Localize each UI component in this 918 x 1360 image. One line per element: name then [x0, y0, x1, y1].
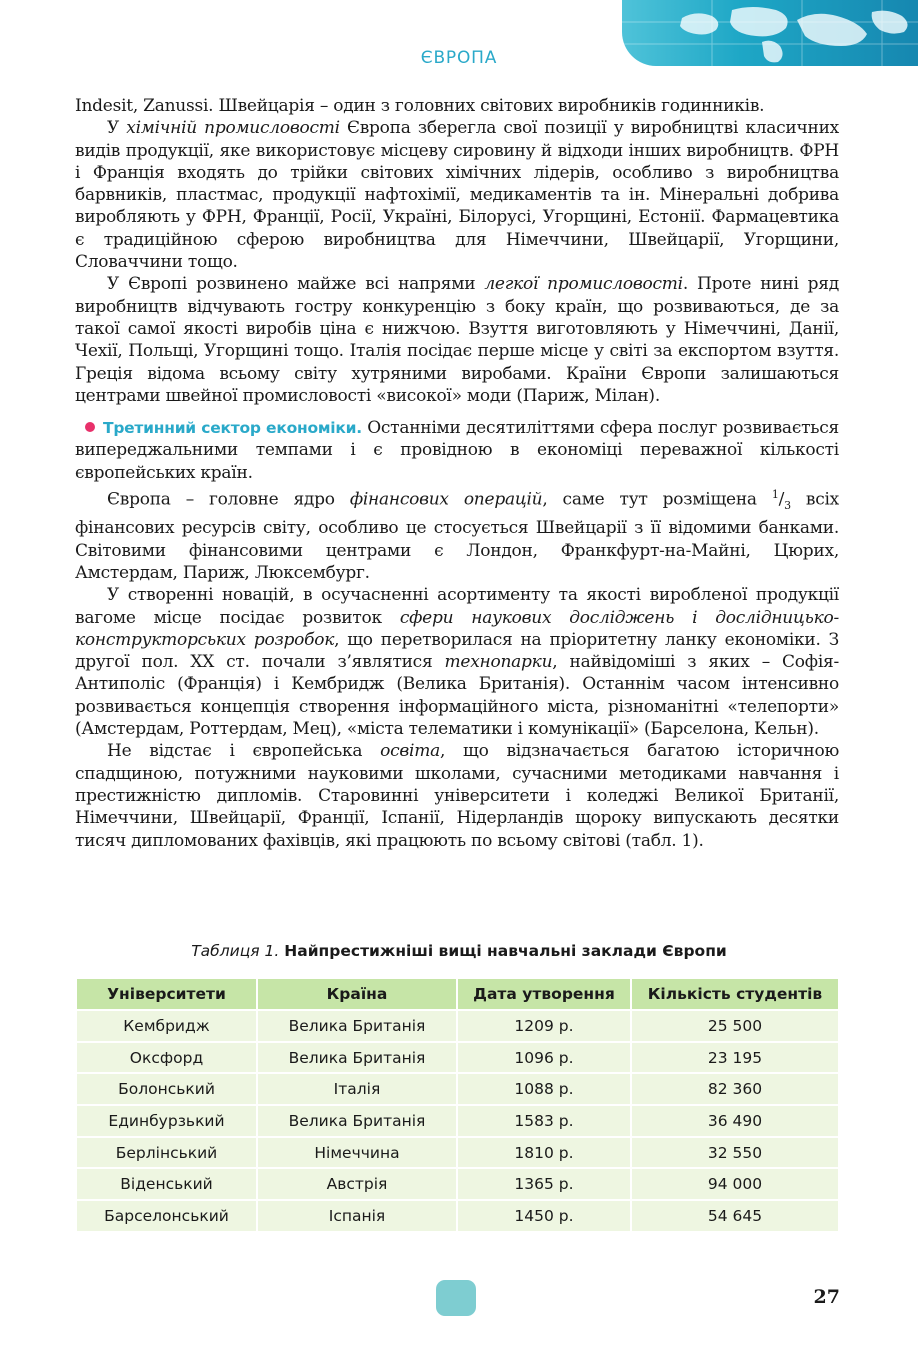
table-cell: 1583 р. — [457, 1105, 631, 1137]
text-run: Не відстає і європейська — [107, 741, 381, 762]
table-cell: 1810 р. — [457, 1137, 631, 1169]
emphasis-term: хімічній промисловості — [126, 118, 340, 139]
table-cell: Кембридж — [76, 1010, 257, 1042]
table-row — [76, 1137, 839, 1169]
table-cell: 1096 р. — [457, 1042, 631, 1074]
text-run: , найвідоміші з яких – Софія-Антиполіс (Франція) і Кембридж (Велика Британія). Останнім часом інтенсивно розвивається концепція створення інформаційного міста, різноманітні «телепорти» (Амстердам, Роттердам, Мец), «міста телематики і комунікації» (Барселона, Кельн). — [75, 652, 840, 740]
paragraph-1: Indesit, Zanussi. Швейцарія – один з головних світових виробників годинників. — [75, 96, 765, 116]
table-cell: 1450 р. — [457, 1200, 631, 1232]
table-cell: 82 360 — [631, 1073, 839, 1105]
caption-title: Найпрестижніші вищі навчальні заклади Європи — [284, 942, 727, 960]
table-cell: Австрія — [257, 1168, 457, 1200]
table-row — [76, 1168, 839, 1200]
table-cell: Італія — [257, 1073, 457, 1105]
table-cell: 36 490 — [631, 1105, 839, 1137]
page-number: 27 — [813, 1286, 840, 1308]
table-cell: 32 550 — [631, 1137, 839, 1169]
section-heading: Третинний сектор економіки. — [103, 419, 362, 438]
paragraph-chemical-industry — [75, 117, 839, 273]
text-run: Європа – головне ядро — [107, 489, 350, 510]
text-run: . Проте нині ряд виробництв відчувають гостру конкуренцію з боку країн, що розвиваються, де за такої самої якості виробів ціна є нижчою. Взуття виготовляють у Німеччині, Данії, Чехії, Польщі, Угорщині тощо. Італія посідає перше місце у світі за експортом взуття. Греція відома всьому світу хутряними виробами. Країни Європи залишаються центрами швейної промисловості «високої» моди (Париж, Мілан). — [75, 274, 839, 406]
column-header: Університети — [76, 978, 257, 1010]
column-header: Дата утворення — [457, 978, 631, 1010]
table-cell: 1209 р. — [457, 1010, 631, 1042]
table-cell: Барселонський — [76, 1200, 257, 1232]
table-cell: Віденський — [76, 1168, 257, 1200]
emphasis-term: сфери наукових досліджень і дослідницько-конструкторських розробок — [75, 607, 839, 650]
text-run: , що перетворилася на пріоритетну ланку економіки. З другої пол. XX ст. почали з’являтися — [75, 629, 839, 673]
table-row — [76, 1200, 839, 1232]
paragraph-research — [75, 584, 839, 740]
body-text — [75, 95, 839, 852]
table-row — [76, 1042, 839, 1074]
universities-table — [75, 977, 840, 1233]
text-run: , саме тут розміщена — [542, 489, 772, 510]
text-run: У створенні новацій, в осучасненні асортименту та якості виробленої продукції вагоме місце посідає розвиток — [75, 585, 839, 628]
section-title: ЄВРОПА — [420, 48, 498, 68]
fraction-numerator: 1 — [771, 488, 779, 502]
table-cell: 1365 р. — [457, 1168, 631, 1200]
table-cell: Велика Британія — [257, 1010, 457, 1042]
table-cell: 1088 р. — [457, 1073, 631, 1105]
table-cell: Велика Британія — [257, 1105, 457, 1137]
paragraph-education — [75, 740, 839, 851]
text-run: У Європі розвинено майже всі напрями — [107, 274, 485, 295]
fraction-denominator: 3 — [784, 499, 791, 513]
table-cell: 94 000 — [631, 1168, 839, 1200]
table-cell: 54 645 — [631, 1200, 839, 1232]
emphasis-term: освіта — [380, 741, 440, 762]
paragraph-finance: Європа – головне ядро фінансових операцій, саме тут розміщена $^1/_3$ всіх фінансових ресурсів світу, особливо це стосується Швейцарії з її відомими банками. Світовими фінансовими центрами є Лондон, Франкфурт-на-Майні, Цюрих, Амстердам, Париж, Люксембург. — [75, 488, 839, 583]
text-run: , що відзначається багатою історичною спадщиною, потужними науковими школами, сучасними методиками навчання і престижністю дипломів. Старовинні університети і коледжі Великої Британії, Німеччини, Швейцарії, Франції, Іспанії, Нідерландів щороку випускають десятки тисяч дипломованих фахівців, які працюють по всьому світові (табл. 1). — [75, 741, 839, 851]
table-cell: Іспанія — [257, 1200, 457, 1232]
text-run: всіх фінансових ресурсів світу, особливо це стосується Швейцарії з її відомими банками. Світовими фінансовими центрами є Лондон, Франкфурт-на-Майні, Цюрих, Амстердам, Париж, Люксембург. — [75, 489, 839, 583]
text-run: У — [107, 118, 127, 139]
table-cell: 25 500 — [631, 1010, 839, 1042]
column-header: Країна — [257, 978, 457, 1010]
table-caption — [0, 942, 918, 960]
bullet-dot-icon — [85, 422, 95, 432]
column-header: Кількість студентів — [631, 978, 839, 1010]
paragraph-tertiary-sector — [75, 417, 839, 484]
table-row — [76, 1105, 839, 1137]
text-run: Європа зберегла свої позиції у виробництві класичних видів продукції, яке використовує місцеву сировину й відходи інших виробництв. ФРН і Франція входять до трійки світових хімічних лідерів, особливо з виробництва барвників, пластмас, продукції нафтохімії, медикаментів та ін. Мінеральні добрива виробляють у ФРН, Франції, Росії, Україні, Білорусі, Угорщині, Естонії. Фармацевтика є традиційною сферою виробництва для Німеччини, Швейцарії, Угорщини, Словаччини тощо. — [75, 118, 839, 273]
text-run: Останніми десятиліттями сфера послуг розвивається випереджальними темпами і є провідною в економіці переважної кількості європейських країн. — [75, 418, 839, 483]
emphasis-term: фінансових операцій — [349, 489, 543, 510]
emphasis-term: легкої промисловості — [484, 274, 683, 295]
paragraph-light-industry — [75, 273, 839, 407]
table-header-row — [76, 978, 839, 1010]
table-cell: 23 195 — [631, 1042, 839, 1074]
table-cell: Велика Британія — [257, 1042, 457, 1074]
table-cell: Единбурзький — [76, 1105, 257, 1137]
table-row — [76, 1010, 839, 1042]
page-tab-marker — [436, 1280, 476, 1316]
table-cell: Оксфорд — [76, 1042, 257, 1074]
table-row — [76, 1073, 839, 1105]
emphasis-term: технопарки — [444, 652, 553, 673]
caption-prefix: Таблиця 1. — [191, 942, 280, 960]
table-cell: Болонський — [76, 1073, 257, 1105]
table-cell: Берлінський — [76, 1137, 257, 1169]
table-cell: Німеччина — [257, 1137, 457, 1169]
